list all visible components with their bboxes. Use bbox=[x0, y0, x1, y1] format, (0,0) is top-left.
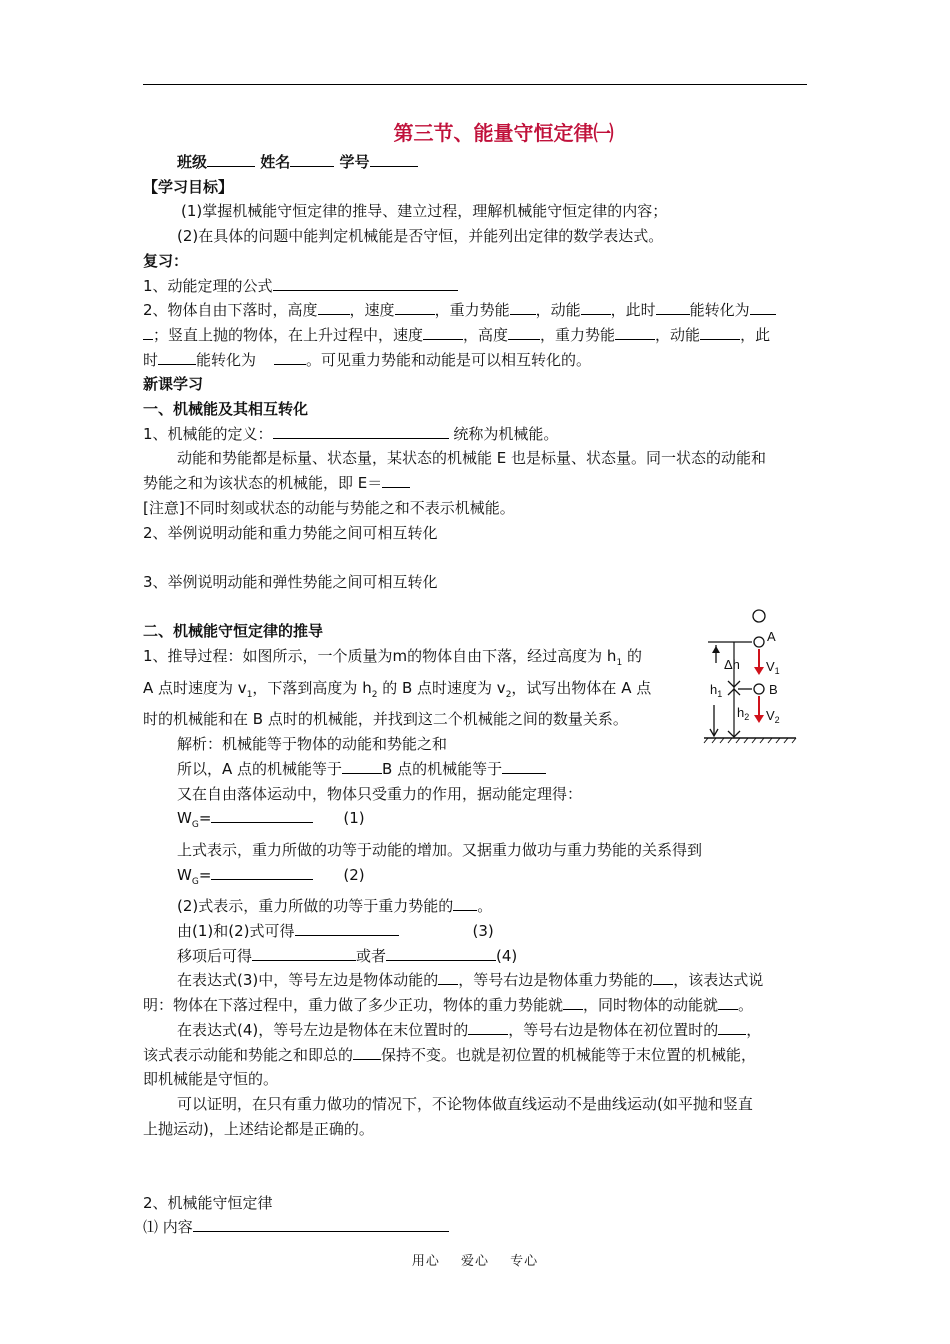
derivation-line-3: 时的机械能和在 B 点时的机械能，并找到这二个机械能之间的数量关系。 bbox=[143, 710, 628, 729]
text: ，重力势能 bbox=[540, 325, 616, 344]
text: 2、物体自由下落时，高度 bbox=[143, 301, 318, 320]
eq1-blank[interactable] bbox=[211, 808, 313, 823]
text: 。 bbox=[738, 996, 754, 1015]
label-a: A bbox=[767, 629, 776, 644]
text: 明：物体在下落过程中，重力做了多少正功，物体的重力势能就 bbox=[143, 996, 564, 1015]
text: 保持不变。也就是初位置的机械能等于末位置的机械能， bbox=[381, 1045, 757, 1064]
text: B 点的机械能等于 bbox=[382, 759, 503, 778]
review-q1 bbox=[143, 274, 809, 299]
label-dh: Δh bbox=[724, 657, 740, 672]
free-fall-line: 又在自由落体运动中，物体只受重力的作用，据动能定理得： bbox=[177, 784, 583, 803]
text: 在表达式(4)，等号左边是物体在末位置时的 bbox=[177, 1020, 469, 1039]
law-content bbox=[143, 1215, 809, 1240]
page-title: 第三节、能量守恒定律㈠ bbox=[393, 121, 614, 145]
s1-p1: 动能和势能都是标量、状态量，某状态的机械能 E 也是标量、状态量。同一状态的动能和 bbox=[177, 449, 767, 468]
text: W bbox=[177, 865, 192, 884]
eq-label: (4) bbox=[496, 946, 518, 965]
s1-p2 bbox=[143, 471, 809, 496]
eq-label: (1) bbox=[343, 809, 365, 828]
text: ，该表达式说 bbox=[673, 971, 764, 990]
review-q1-text: 1、动能定理的公式 bbox=[143, 276, 273, 295]
text: ；竖直上抛的物体，在上升过程中，速度 bbox=[153, 325, 424, 344]
eq1-line: $W_G= (1)$ bbox=[177, 809, 365, 831]
e-blank[interactable] bbox=[382, 473, 410, 488]
text: 或者 bbox=[356, 946, 387, 965]
blank[interactable] bbox=[438, 970, 458, 985]
sub: G bbox=[191, 820, 199, 831]
text: ，试写出物体在 A 点 bbox=[511, 678, 652, 697]
class-blank[interactable] bbox=[207, 152, 255, 167]
text: 的 bbox=[622, 647, 642, 666]
text: ，等号右边是物体在初位置时的 bbox=[508, 1020, 719, 1039]
text: 统称为机械能。 bbox=[453, 424, 559, 443]
text: 1、机械能的定义： bbox=[143, 424, 273, 443]
text: ，此时 bbox=[610, 301, 656, 320]
text: ，下落到高度为 h bbox=[252, 678, 372, 697]
blank[interactable] bbox=[615, 325, 655, 340]
s1-q3: 3、举例说明动能和弹性势能之间可相互转化 bbox=[143, 572, 438, 591]
explain-line-2 bbox=[143, 894, 809, 919]
explain-line-1: 上式表示，重力所做的功等于动能的增加。又据重力做功与重力势能的关系得到 bbox=[177, 840, 703, 859]
analysis-line: 解析：机械能等于物体的动能和势能之和 bbox=[177, 735, 448, 754]
review-q2-line2 bbox=[143, 323, 809, 348]
proof-line-1: 可以证明，在只有重力做功的情况下，不论物体做直线运动不是曲线运动(如平抛和竖直 bbox=[177, 1094, 753, 1113]
blank[interactable] bbox=[653, 970, 673, 985]
start-ball-icon bbox=[753, 610, 765, 622]
label-v2: $V_2$ bbox=[766, 708, 780, 725]
text: ，等号右边是物体重力势能的 bbox=[458, 971, 654, 990]
text: ，动能 bbox=[655, 325, 701, 344]
text: A 点时速度为 v bbox=[143, 678, 247, 697]
eq-label: (2) bbox=[343, 865, 365, 884]
text: 所以，A 点的机械能等于 bbox=[177, 759, 343, 778]
class-label: 班级 bbox=[177, 153, 208, 171]
name-blank[interactable] bbox=[290, 152, 334, 167]
expr4-line-3: 即机械能是守恒的。 bbox=[143, 1070, 279, 1089]
blank[interactable] bbox=[718, 995, 738, 1010]
text: 时 bbox=[143, 350, 159, 369]
footer-word-2: 爱心 bbox=[460, 1254, 489, 1269]
eq4-line bbox=[143, 944, 809, 969]
number-blank[interactable] bbox=[370, 152, 418, 167]
review-q1-blank[interactable] bbox=[273, 276, 458, 291]
energy-ab-line bbox=[143, 757, 809, 782]
v2-arrow-head bbox=[754, 715, 764, 723]
text: ， bbox=[746, 1020, 762, 1039]
blank[interactable] bbox=[656, 300, 690, 315]
blank[interactable] bbox=[342, 759, 382, 774]
blank[interactable] bbox=[502, 759, 546, 774]
ball-a-icon bbox=[754, 637, 764, 647]
review-q2-line3 bbox=[143, 348, 809, 373]
text: 能转化为 bbox=[196, 350, 257, 369]
goal-item-1: (1)掌握机械能守恒定律的推导、建立过程，理解机械能守恒定律的内容； bbox=[181, 202, 668, 221]
footer-word-3: 专心 bbox=[510, 1254, 539, 1269]
blank[interactable] bbox=[423, 325, 463, 340]
blank[interactable] bbox=[453, 896, 477, 911]
sub: 2 bbox=[505, 689, 512, 700]
label-h1: $h_1$ bbox=[710, 682, 723, 699]
eq-label: (3) bbox=[472, 922, 494, 941]
page-footer bbox=[0, 1250, 950, 1269]
sub: 1 bbox=[616, 658, 623, 669]
text: 。可见重力势能和动能是可以相互转化的。 bbox=[306, 350, 592, 369]
text: 。 bbox=[477, 897, 493, 916]
text: 的 B 点时速度为 v bbox=[377, 678, 506, 697]
student-info-line bbox=[143, 150, 809, 175]
text: ，速度 bbox=[349, 301, 395, 320]
review-heading: 复习： bbox=[143, 251, 189, 270]
expr4-line-1 bbox=[143, 1018, 809, 1043]
eq3-line bbox=[143, 919, 809, 944]
blank[interactable] bbox=[563, 995, 583, 1010]
expr3-line-2 bbox=[143, 993, 809, 1018]
text: 势能之和为该状态的机械能，即 E＝ bbox=[143, 474, 383, 493]
header-rule bbox=[143, 84, 807, 85]
text: 能转化为 bbox=[689, 301, 750, 320]
blank[interactable] bbox=[318, 300, 350, 315]
text: ，动能 bbox=[535, 301, 581, 320]
review-q2-line1 bbox=[143, 298, 809, 323]
text: ，同时物体的动能就 bbox=[583, 996, 719, 1015]
s1-q2: 2、举例说明动能和重力势能之间可相互转化 bbox=[143, 523, 438, 542]
blank[interactable] bbox=[510, 300, 536, 315]
expr4-line-2 bbox=[143, 1043, 809, 1068]
text: ，此 bbox=[740, 325, 771, 344]
sub: G bbox=[191, 876, 199, 887]
eq4-blank-b[interactable] bbox=[386, 946, 496, 961]
blank[interactable] bbox=[700, 325, 740, 340]
ball-b-icon bbox=[754, 684, 764, 694]
section-1-heading: 一、机械能及其相互转化 bbox=[143, 400, 309, 419]
blank[interactable] bbox=[143, 325, 153, 340]
number-label: 学号 bbox=[339, 153, 370, 171]
blank[interactable] bbox=[508, 325, 540, 340]
label-h2: $h_2$ bbox=[737, 705, 750, 722]
sub: 2 bbox=[371, 689, 378, 700]
free-fall-diagram bbox=[700, 605, 800, 745]
proof-line-2: 上抛运动)，上述结论都是正确的。 bbox=[143, 1119, 374, 1138]
text: 该式表示动能和势能之和即总的 bbox=[143, 1045, 354, 1064]
eq3-blank[interactable] bbox=[295, 921, 399, 936]
text: ，重力势能 bbox=[434, 301, 510, 320]
blank[interactable] bbox=[158, 350, 196, 365]
blank[interactable] bbox=[581, 300, 611, 315]
blank[interactable] bbox=[468, 1020, 508, 1035]
sub: 1 bbox=[246, 689, 253, 700]
label-b: B bbox=[769, 682, 778, 697]
text: (2)式表示，重力所做的功等于重力势能的 bbox=[177, 897, 454, 916]
blank[interactable] bbox=[750, 300, 776, 315]
goals-heading: 【学习目标】 bbox=[143, 177, 234, 196]
text: 在表达式(3)中，等号左边是物体动能的 bbox=[177, 971, 439, 990]
s1-q1 bbox=[143, 422, 809, 447]
text: ⑴ 内容 bbox=[143, 1218, 193, 1237]
goal-item-2: (2)在具体的问题中能判定机械能是否守恒，并能列出定律的数学表达式。 bbox=[177, 227, 664, 246]
v1-arrow-head bbox=[754, 667, 764, 675]
eq2-blank[interactable] bbox=[211, 865, 313, 880]
blank[interactable] bbox=[395, 300, 435, 315]
expr3-line-1 bbox=[143, 968, 809, 993]
text: ，高度 bbox=[463, 325, 509, 344]
law-heading: 2、机械能守恒定律 bbox=[143, 1193, 273, 1212]
blank[interactable] bbox=[718, 1020, 746, 1035]
label-v1: $V_1$ bbox=[766, 659, 780, 676]
text: W bbox=[177, 809, 192, 828]
text: 由(1)和(2)式可得 bbox=[177, 922, 295, 941]
text: 移项后可得 bbox=[177, 946, 253, 965]
name-label: 姓名 bbox=[260, 153, 291, 171]
blank[interactable] bbox=[353, 1045, 381, 1060]
content-blank[interactable] bbox=[193, 1217, 449, 1232]
footer-word-1: 用心 bbox=[411, 1254, 440, 1269]
eq2-line: $W_G= (2)$ bbox=[177, 865, 365, 887]
s1-note: [注意]不同时刻或状态的动能与势能之和不表示机械能。 bbox=[143, 498, 515, 517]
eq4-blank-a[interactable] bbox=[252, 946, 356, 961]
blank[interactable] bbox=[274, 350, 306, 365]
definition-blank[interactable] bbox=[273, 424, 449, 439]
text: 1、推导过程：如图所示，一个质量为m的物体自由下落，经过高度为 h bbox=[143, 647, 617, 666]
dh-arrow-head bbox=[712, 646, 720, 653]
section-2-heading: 二、机械能守恒定律的推导 bbox=[143, 622, 324, 641]
new-study-heading: 新课学习 bbox=[143, 375, 204, 394]
